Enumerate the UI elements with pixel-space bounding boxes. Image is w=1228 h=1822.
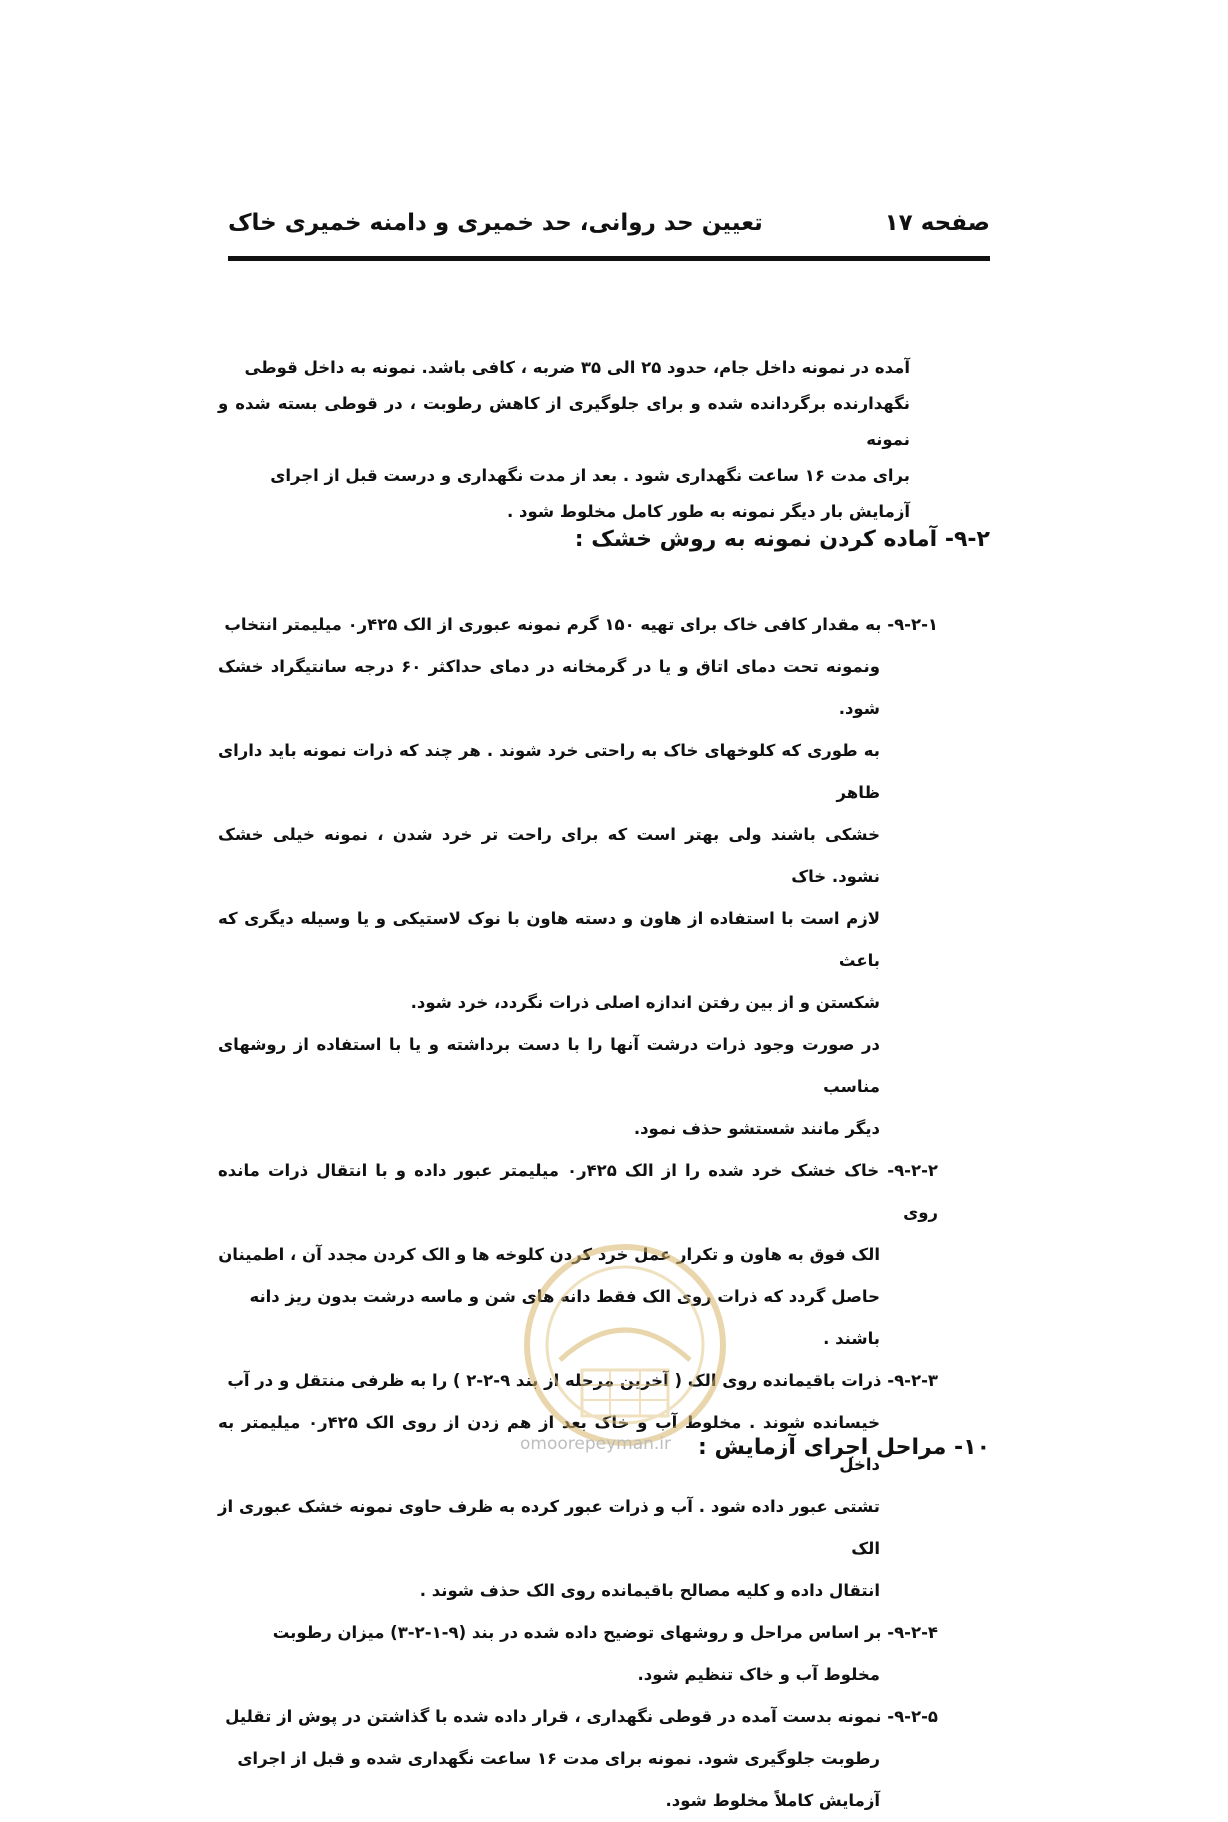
- text-line: رطوبت جلوگیری شود. نمونه برای مدت ۱۶ ساعت نگهداری شده و قبل از اجرای: [237, 1749, 880, 1768]
- page-number: صفحه ۱۷: [884, 210, 990, 236]
- list-item: [218, 1612, 938, 1696]
- text-line: خیسانده شوند . مخلوط آب و خاک بعد از هم زدن از روی الک ۴۲۵ر۰ میلیمتر به داخل: [218, 1413, 880, 1474]
- text-line: آمده در نمونه داخل جام، حدود ۲۵ الی ۳۵ ضربه ، کافی باشد. نمونه به داخل قوطی: [244, 358, 910, 377]
- text-line: در صورت وجود ذرات درشت آنها را با دست برداشته و یا با استفاده از روشهای مناسب: [218, 1035, 880, 1096]
- text-line: ونمونه تحت دمای اتاق و یا در گرمخانه در دمای حداکثر ۶۰ درجه سانتیگراد خشک شود.: [218, 657, 880, 718]
- watermark-seal-icon: [520, 1240, 730, 1450]
- text-line: ۹-۲-۵- نمونه بدست آمده در قوطی نگهداری ، قرار داده شده با گذاشتن در پوش از تقلیل: [225, 1707, 938, 1726]
- text-line: مخلوط آب و خاک تنظیم شود.: [637, 1665, 880, 1684]
- text-line: نگهدارنده برگردانده شده و برای جلوگیری از کاهش رطوبت ، در قوطی بسته شده و نمونه: [218, 394, 910, 449]
- text-line: تشتی عبور داده شود . آب و ذرات عبور کرده به ظرف حاوی نمونه خشک عبوری از الک: [218, 1497, 880, 1558]
- text-line: آزمایش کاملاً مخلوط شود.: [665, 1791, 880, 1810]
- text-line: برای مدت ۱۶ ساعت نگهداری شود . بعد از مدت نگهداری و درست قبل از اجرای: [270, 466, 910, 485]
- page-header: [228, 206, 990, 246]
- list-item: [218, 604, 938, 1150]
- running-title: تعیین حد روانی، حد خمیری و دامنه خمیری خاک: [228, 210, 763, 236]
- text-line: حاصل گردد که ذرات روی الک فقط دانه های شن و ماسه درشت بدون ریز دانه باشند .: [249, 1287, 880, 1348]
- list-item: [218, 1696, 938, 1822]
- text-line: لازم است با استفاده از هاون و دسته هاون با نوک لاستیکی و یا وسیله دیگری که باعث: [218, 909, 880, 970]
- text-line: دیگر مانند شستشو حذف نمود.: [633, 1119, 880, 1138]
- watermark-site-text: omoorepeyman.ir: [520, 1434, 672, 1454]
- header-rule: [228, 256, 990, 261]
- text-line: الک فوق به هاون و تکرار عمل خرد کردن کلوخه ها و الک کردن مجدد آن ، اطمینان: [218, 1245, 880, 1264]
- text-line: شکستن و از بین رفتن اندازه اصلی ذرات نگردد، خرد شود.: [410, 993, 880, 1012]
- text-line: به طوری که کلوخهای خاک به راحتی خرد شوند . هر چند که ذرات نمونه باید دارای ظاهر: [218, 741, 880, 802]
- text-line: انتقال داده و کلیه مصالح باقیمانده روی الک حذف شوند .: [419, 1581, 880, 1600]
- section-heading-9-2: ۹-۲- آماده کردن نمونه به روش خشک :: [574, 527, 990, 552]
- text-line: ۹-۲-۲- خاک خشک خرد شده را از الک ۴۲۵ر۰ میلیمتر عبور داده و با انتقال ذرات مانده روی: [218, 1161, 938, 1222]
- text-line: ۹-۲-۴- بر اساس مراحل و روشهای توضیح داده شده در بند (۹-۱-۲-۳) میزان رطوبت: [272, 1623, 938, 1642]
- text-line: ۹-۲-۱- به مقدار کافی خاک برای تهیه ۱۵۰ گرم نمونه عبوری از الک ۴۲۵ر۰ میلیمتر انتخاب: [224, 615, 938, 634]
- section-heading-10: ۱۰- مراحل اجرای آزمایش :: [698, 1435, 990, 1460]
- text-line: آزمایش بار دیگر نمونه به طور کامل مخلوط شود .: [507, 502, 910, 521]
- text-line: ۹-۲-۳- ذرات باقیمانده روی الک ( آخرین مرحله از بند ۹-۲-۲ ) را به ظرفی منتقل و در آب: [227, 1371, 938, 1390]
- section-9-2-items: [218, 604, 938, 1822]
- text-line: خشکی باشند ولی بهتر است که برای راحت تر خرد شدن ، نمونه خیلی خشک نشود. خاک: [218, 825, 880, 886]
- intro-paragraph: [218, 350, 910, 530]
